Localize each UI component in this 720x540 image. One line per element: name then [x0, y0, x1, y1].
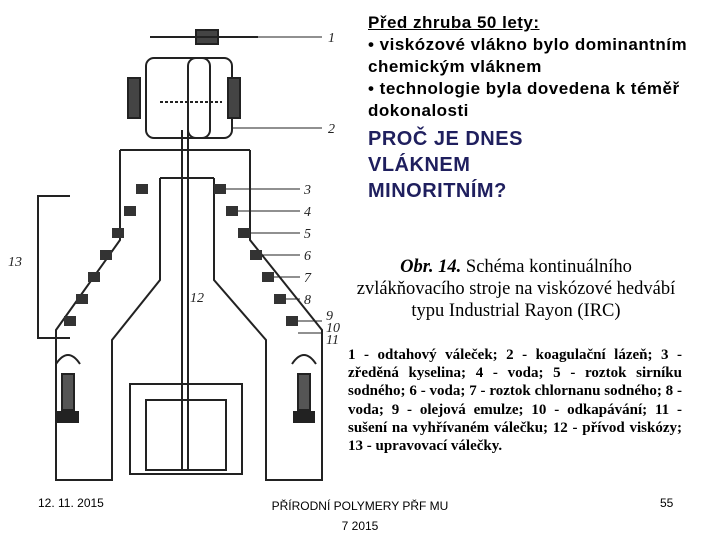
figure-caption — [352, 256, 680, 322]
label-11: 11 — [326, 333, 339, 348]
footer-year: 7 2015 — [341, 519, 379, 533]
label-13: 13 — [8, 255, 22, 270]
slide-text — [368, 12, 713, 204]
bobbin-left-hook — [56, 355, 80, 364]
label-3: 3 — [304, 183, 311, 198]
footer-center — [230, 496, 490, 536]
label-7: 7 — [304, 271, 311, 286]
label-9: 9 — [326, 309, 333, 324]
slide-heading: Před zhruba 50 lety: — [368, 13, 540, 32]
stair-rollers-left — [64, 184, 148, 326]
caption-prefix: Obr. 14. — [400, 257, 462, 277]
bullet-1: • viskózové vlákno bylo dominantním chemickým vláknem — [368, 35, 688, 76]
figure-legend: 1 - odtahový váleček; 2 - koagulační lázeň; 3 - zředěná kyselina; 4 - voda; 5 - roztok sirníku sodného; 6 - voda; 7 - roztok chlornanu sodného; 8 - voda; 9 - olejová emulze; 10 - odkapávání; 11 - sušení na vyhřívaném válečku; 12 - přívod viskózy; 13 - upravovací válečky. — [348, 347, 682, 455]
bullet-2: • technologie byla dovedena k téměř dokonalosti — [368, 79, 680, 120]
footer-course: PŘÍRODNÍ POLYMERY PŘF MU — [271, 499, 449, 513]
label-12: 12 — [190, 291, 204, 306]
housing-right — [214, 150, 322, 480]
footer-date: 12. 11. 2015 — [38, 496, 104, 510]
label-6: 6 — [304, 249, 311, 264]
page-number: 55 — [660, 496, 674, 510]
label-10: 10 — [326, 321, 340, 336]
label-1: 1 — [328, 31, 335, 46]
label-2: 2 — [328, 122, 335, 137]
housing-left — [56, 150, 160, 480]
bobbin-right-hook — [292, 355, 316, 364]
label-4: 4 — [304, 205, 311, 220]
question-text: PROČ JE DNES VLÁKNEM MINORITNÍM? — [368, 128, 523, 202]
label-5: 5 — [304, 227, 311, 242]
caption-text: Schéma kontinuálního zvlákňovacího stroje na viskózové hedvábí typu Industrial Rayon (IRC) — [356, 257, 676, 321]
label-8: 8 — [304, 293, 311, 308]
coagulation-bath-frame — [146, 58, 210, 138]
